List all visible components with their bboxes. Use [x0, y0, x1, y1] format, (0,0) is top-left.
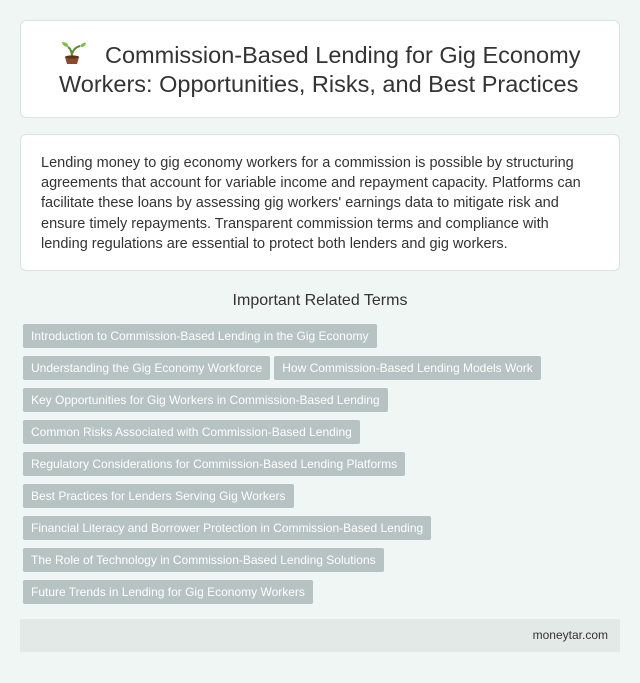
related-term-tag[interactable]: Financial Literacy and Borrower Protection in Commission-Based Lending	[23, 516, 431, 540]
site-link[interactable]: moneytar.com	[532, 628, 608, 642]
related-term-tag[interactable]: Best Practices for Lenders Serving Gig Workers	[23, 484, 294, 508]
related-term-tag[interactable]: How Commission-Based Lending Models Work	[274, 356, 541, 380]
tag-row	[23, 420, 623, 452]
sprout-icon	[59, 41, 87, 65]
related-term-tag[interactable]: Understanding the Gig Economy Workforce	[23, 356, 270, 380]
description-card	[20, 134, 620, 271]
related-term-tag[interactable]: Introduction to Commission-Based Lending in the Gig Economy	[23, 324, 377, 348]
related-terms-heading: Important Related Terms	[232, 292, 408, 309]
related-term-tag[interactable]: Key Opportunities for Gig Workers in Commission-Based Lending	[23, 388, 388, 412]
related-term-tag[interactable]: The Role of Technology in Commission-Based Lending Solutions	[23, 548, 384, 572]
tag-row	[23, 452, 623, 484]
page-title	[59, 41, 595, 99]
tag-row	[23, 548, 623, 580]
tag-row	[23, 356, 623, 388]
title-text: Commission-Based Lending for Gig Economy Workers: Opportunities, Risks, and Best Practices	[59, 42, 581, 97]
tag-row	[23, 516, 623, 548]
tag-row	[23, 484, 623, 516]
tag-row	[23, 580, 623, 612]
footer	[20, 619, 620, 652]
related-term-tag[interactable]: Future Trends in Lending for Gig Economy Workers	[23, 580, 313, 604]
tag-row	[23, 324, 623, 356]
related-term-tag[interactable]: Regulatory Considerations for Commission-Based Lending Platforms	[23, 452, 405, 476]
description-text: Lending money to gig economy workers for a commission is possible by structuring agreements that account for variable income and repayment capacity. Platforms can facilitate these loans by assessing gig workers' earnings data to mitigate risk and ensure timely repayments. Transparent commission terms and compliance with lending regulations are essential to protect both lenders and gig workers.	[41, 155, 581, 252]
tag-row	[23, 388, 623, 420]
related-terms-list	[23, 324, 623, 612]
title-card	[20, 20, 620, 118]
related-term-tag[interactable]: Common Risks Associated with Commission-Based Lending	[23, 420, 360, 444]
